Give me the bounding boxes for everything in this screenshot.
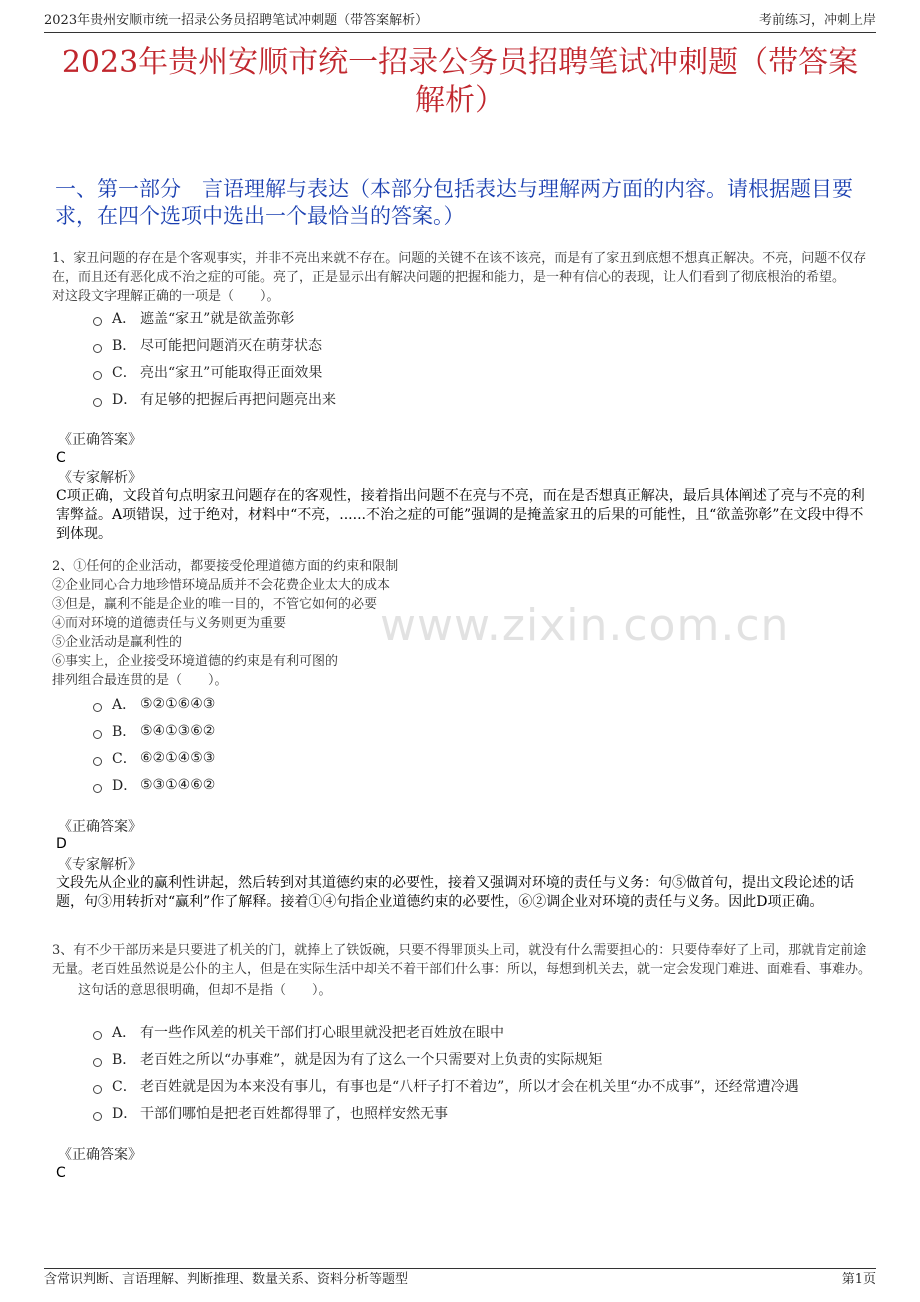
option-text: 有一些作风差的机关干部们打心眼里就没把老百姓放在眼中	[140, 1025, 504, 1041]
option-text: ⑥②①④⑤③	[140, 750, 216, 766]
radio-icon[interactable]	[93, 371, 102, 380]
question-2-option-c[interactable]	[93, 748, 215, 768]
footer-topics: 含常识判断、言语理解、判断推理、数量关系、资料分析等题型	[44, 1272, 409, 1287]
question-1-text: 1、家丑问题的存在是个客观事实，并非不亮出来就不存在。问题的关键不在该不该亮，而是有了家丑到底想不想真正解决。不亮，问题不仅存在，而且还有恶化成不治之症的可能。亮了，正是显示出有解决问题的把握和能力，是一种有信心的表现，让人们看到了彻底根治的希望。	[52, 251, 867, 285]
radio-icon[interactable]	[93, 1085, 102, 1094]
question-2-line: ②企业同心合力地珍惜环境品质并不会花费企业太大的成本	[52, 578, 391, 593]
option-letter: A．	[112, 1025, 137, 1041]
option-letter: B．	[112, 1052, 137, 1068]
question-2-line: ⑥事实上，企业接受环境道德的约束是有利可图的	[52, 654, 339, 669]
question-1-option-d[interactable]	[93, 389, 336, 409]
question-2-analysis-label: 《专家解析》	[58, 857, 142, 873]
option-letter: D．	[112, 1106, 138, 1122]
option-letter: A．	[112, 311, 137, 327]
question-2-option-b[interactable]	[93, 721, 215, 741]
option-letter: C．	[112, 1079, 137, 1095]
question-3-prompt: 这句话的意思很明确，但却不是指（ ）。	[78, 983, 332, 998]
question-3-option-b[interactable]	[93, 1049, 602, 1069]
option-text: 尽可能把问题消灭在萌芽状态	[140, 338, 322, 354]
radio-icon[interactable]	[93, 1031, 102, 1040]
radio-icon[interactable]	[93, 1112, 102, 1121]
option-text: 遮盖“家丑”就是欲盖弥彰	[140, 311, 295, 327]
question-3-option-c[interactable]	[93, 1076, 799, 1096]
page-number: 第1页	[841, 1272, 876, 1287]
question-1-stem	[52, 249, 874, 306]
option-text: ⑤③①④⑥②	[140, 777, 216, 793]
question-2-option-d[interactable]	[93, 775, 215, 795]
question-1-option-a[interactable]	[93, 308, 294, 328]
question-2-stem	[52, 557, 874, 690]
question-2-option-a[interactable]	[93, 694, 215, 714]
question-1-prompt: 对这段文字理解正确的一项是（ ）。	[52, 289, 280, 304]
question-1-option-b[interactable]	[93, 335, 322, 355]
option-text: 有足够的把握后再把问题亮出来	[140, 392, 336, 408]
page-header	[44, 10, 876, 33]
option-letter: D．	[112, 392, 138, 408]
question-2-line: 2、①任何的企业活动，都要接受伦理道德方面的约束和限制	[52, 559, 399, 574]
page-footer	[44, 1268, 876, 1291]
radio-icon[interactable]	[93, 784, 102, 793]
option-text: 干部们哪怕是把老百姓都得罪了，也照样安然无事	[140, 1106, 448, 1122]
question-2-analysis: 文段先从企业的赢利性讲起，然后转到对其道德约束的必要性，接着又强调对环境的责任与义务：句⑤做首句，提出文段论述的话题，句③用转折对“赢利”作了解释。接着①④句指企业道德约束的必要性，⑥②调企业对环境的责任与义务。因此D项正确。	[56, 875, 854, 910]
option-letter: A．	[112, 697, 137, 713]
question-2-line: ③但是，赢利不能是企业的唯一目的，不管它如何的必要	[52, 597, 378, 612]
option-letter: C．	[112, 751, 137, 767]
question-3-text: 3、有不少干部历来是只要进了机关的门，就捧上了铁饭碗，只要不得罪顶头上司，就没有什么需要担心的：只要侍奉好了上司，那就肯定前途无量。老百姓虽然说是公仆的主人，但是在实际生活中却关不着干部们什么事：所以，每想到机关去，就一定会发现门难进、面难看、事难办。	[52, 943, 872, 977]
question-1-analysis-label: 《专家解析》	[58, 470, 142, 486]
question-3-stem	[52, 941, 874, 1000]
option-letter: D．	[112, 778, 138, 794]
option-letter: C．	[112, 365, 137, 381]
watermark: www.zixin.com.cn	[380, 600, 790, 651]
document-title: 2023年贵州安顺市统一招录公务员招聘笔试冲刺题（带答案解析）	[61, 45, 859, 118]
question-2-answer: D	[56, 836, 67, 852]
question-3-answer: C	[56, 1165, 66, 1181]
radio-icon[interactable]	[93, 317, 102, 326]
header-doc-title: 2023年贵州安顺市统一招录公务员招聘笔试冲刺题（带答案解析）	[44, 13, 429, 28]
question-1-answer-label: 《正确答案》	[58, 432, 142, 448]
option-text: 老百姓之所以“办事难”，就是因为有了这么一个只需要对上负责的实际规矩	[140, 1052, 603, 1068]
radio-icon[interactable]	[93, 398, 102, 407]
radio-icon[interactable]	[93, 703, 102, 712]
radio-icon[interactable]	[93, 730, 102, 739]
question-2-line: ⑤企业活动是赢利性的	[52, 635, 183, 650]
option-text: 老百姓就是因为本来没有事儿，有事也是“八杆子打不着边”，所以才会在机关里“办不成事”，还经常遭冷遇	[140, 1079, 799, 1095]
question-2-prompt: 排列组合最连贯的是（ ）。	[52, 673, 228, 688]
question-1-answer: C	[56, 450, 66, 466]
option-letter: B．	[112, 724, 137, 740]
radio-icon[interactable]	[93, 344, 102, 353]
question-2-answer-label: 《正确答案》	[58, 819, 142, 835]
question-1-option-c[interactable]	[93, 362, 322, 382]
question-3-option-d[interactable]	[93, 1103, 448, 1123]
question-2-line: ④而对环境的道德责任与义务则更为重要	[52, 616, 287, 631]
question-3-answer-label: 《正确答案》	[58, 1147, 142, 1163]
option-text: 亮出“家丑”可能取得正面效果	[140, 365, 323, 381]
question-1-analysis: C项正确，文段首句点明家丑问题存在的客观性，接着指出问题不在亮与不亮，而在是否想真正解决，最后具体阐述了亮与不亮的利害弊益。A项错误，过于绝对，材料中“不亮，......不治之症的可能”强调的是掩盖家丑的后果的可能性，且“欲盖弥彰”在文段中得不到体现。	[56, 488, 865, 542]
question-3-option-a[interactable]	[93, 1022, 504, 1042]
radio-icon[interactable]	[93, 757, 102, 766]
section-heading: 一、第一部分 言语理解与表达（本部分包括表达与理解两方面的内容。请根据题目要求，在四个选项中选出一个最恰当的答案。）	[55, 177, 853, 228]
header-slogan: 考前练习，冲刺上岸	[758, 13, 876, 28]
option-text: ⑤②①⑥④③	[140, 696, 216, 712]
option-letter: B．	[112, 338, 137, 354]
radio-icon[interactable]	[93, 1058, 102, 1067]
option-text: ⑤④①③⑥②	[140, 723, 216, 739]
